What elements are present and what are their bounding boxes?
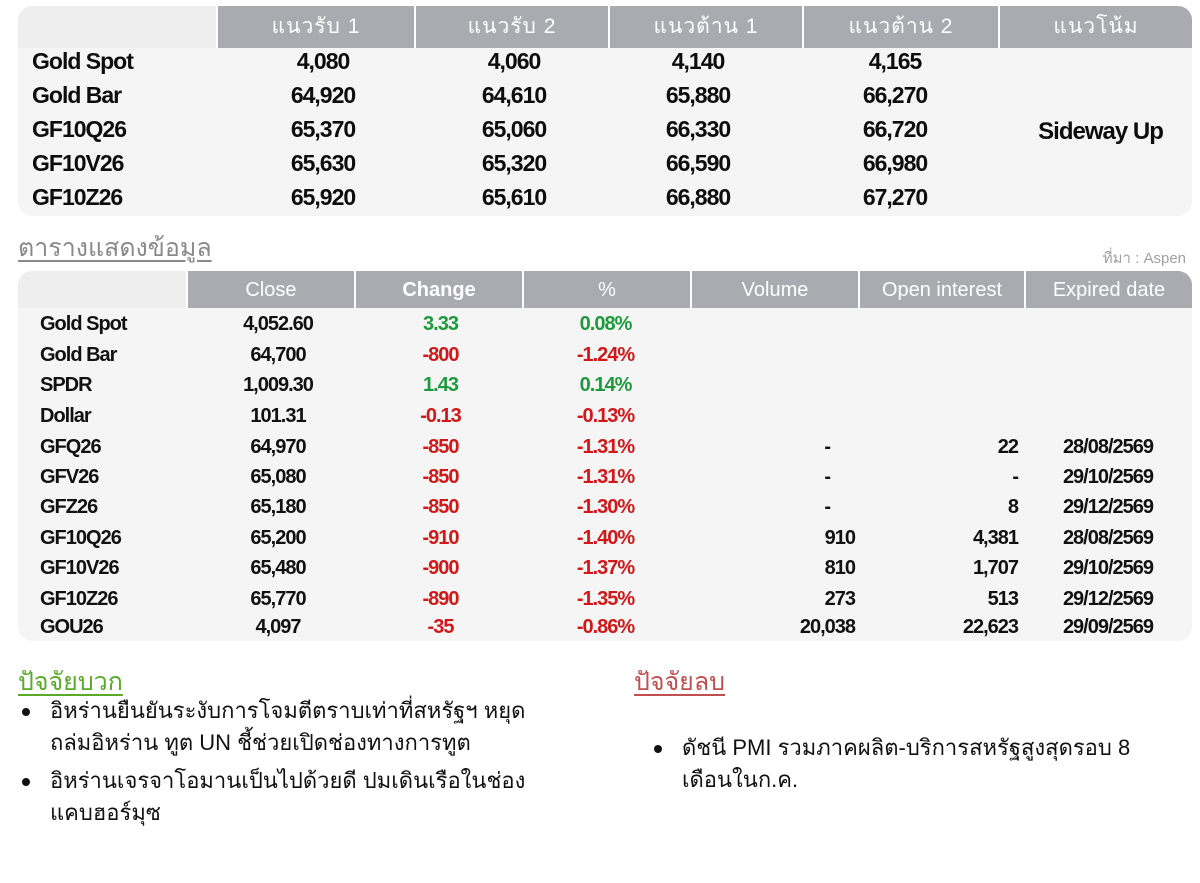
open-interest-value: 8 [1007, 496, 1018, 518]
resistance-2-value: 66,720 [862, 116, 928, 142]
levels-instrument: Gold Bar [32, 82, 122, 108]
percent-value: -1.37% [576, 557, 635, 579]
negative-factors-title: ปัจจัยลบ [634, 668, 726, 696]
expired-date-value [1024, 309, 1192, 340]
expired-date-value: 29/12/2569 [1062, 588, 1154, 610]
open-interest-value: 22,623 [962, 616, 1018, 638]
market-row [18, 309, 1192, 340]
header-support-2: แนวรับ 2 [414, 6, 608, 48]
volume-value: 810 [824, 557, 855, 579]
table-title: ตารางแสดงข้อมูล [18, 234, 212, 262]
volume-value [690, 401, 855, 432]
positive-factors-title: ปัจจัยบวก [18, 668, 123, 696]
instrument-name: GFQ26 [40, 436, 101, 458]
open-interest-value [858, 401, 1018, 432]
change-value: -850 [422, 436, 459, 458]
instrument-name: SPDR [40, 374, 92, 396]
percent-value: -0.13% [576, 405, 635, 427]
market-row [18, 462, 1192, 493]
close-value: 64,700 [250, 344, 306, 366]
support-1-value: 65,920 [290, 184, 356, 210]
header-close: Close [186, 271, 354, 308]
levels-row [18, 44, 1192, 78]
open-interest-value: 513 [987, 588, 1018, 610]
volume-value [690, 370, 855, 401]
levels-table [18, 6, 1192, 216]
resistance-1-value: 4,140 [671, 48, 725, 74]
instrument-name: GOU26 [40, 616, 103, 638]
instrument-name: Gold Bar [40, 344, 117, 366]
expired-date-value [1024, 401, 1192, 432]
market-row [18, 401, 1192, 432]
levels-row [18, 78, 1192, 112]
open-interest-value: 4,381 [972, 527, 1018, 549]
header-expired-date: Expired date [1024, 271, 1192, 308]
resistance-1-value: 65,880 [665, 82, 731, 108]
expired-date-value: 29/10/2569 [1062, 557, 1154, 579]
market-row [18, 340, 1192, 371]
source-note: ที่มา : Aspen [1102, 250, 1186, 267]
list-item [14, 765, 554, 829]
bullet-icon [22, 778, 30, 786]
support-2-value: 4,060 [487, 48, 541, 74]
list-item [14, 695, 554, 759]
levels-instrument: Gold Spot [32, 48, 133, 74]
volume-value: - [824, 436, 830, 458]
change-value: -35 [427, 616, 454, 638]
percent-value: 0.08% [579, 313, 632, 335]
market-table [18, 271, 1192, 641]
change-value: -850 [422, 466, 459, 488]
levels-row [18, 180, 1192, 214]
support-1-value: 65,630 [290, 150, 356, 176]
change-value: -800 [422, 344, 459, 366]
header-percent: % [522, 271, 690, 308]
levels-instrument: GF10Z26 [32, 184, 123, 210]
header-open-interest: Open interest [858, 271, 1024, 308]
bullet-icon [654, 745, 662, 753]
volume-value: 20,038 [799, 616, 855, 638]
resistance-2-value: 66,270 [862, 82, 928, 108]
support-2-value: 64,610 [481, 82, 547, 108]
close-value: 64,970 [250, 436, 306, 458]
close-value: 65,080 [250, 466, 306, 488]
resistance-1-value: 66,590 [665, 150, 731, 176]
levels-row [18, 146, 1192, 180]
levels-instrument: GF10Q26 [32, 116, 126, 142]
change-value: -850 [422, 496, 459, 518]
volume-value: 910 [824, 527, 855, 549]
levels-header-row [18, 6, 1192, 48]
resistance-2-value: 4,165 [868, 48, 922, 74]
header-support-1: แนวรับ 1 [216, 6, 414, 48]
change-value: -900 [422, 557, 459, 579]
trend-value: Sideway Up [1038, 118, 1163, 145]
percent-value: -1.30% [576, 496, 635, 518]
percent-value: 0.14% [579, 374, 632, 396]
market-header-blank [18, 271, 186, 308]
volume-value: - [824, 466, 830, 488]
levels-instrument: GF10V26 [32, 150, 124, 176]
change-value: -890 [422, 588, 459, 610]
expired-date-value [1024, 370, 1192, 401]
expired-date-value [1024, 340, 1192, 371]
market-row [18, 584, 1192, 615]
market-row [18, 523, 1192, 554]
market-row [18, 370, 1192, 401]
market-row [18, 553, 1192, 584]
negative-factor-text: ดัชนี PMI รวมภาคผลิต-บริการสหรัฐสูงสุดรอบ 8 เดือนในก.ค. [682, 735, 1131, 792]
close-value: 65,480 [250, 557, 306, 579]
instrument-name: GF10V26 [40, 557, 119, 579]
percent-value: -1.31% [576, 466, 635, 488]
change-value: -0.13 [420, 405, 461, 427]
header-volume: Volume [690, 271, 858, 308]
volume-value [690, 340, 855, 371]
market-row [18, 612, 1192, 641]
instrument-name: Gold Spot [40, 313, 127, 335]
close-value: 1,009.30 [243, 374, 313, 396]
instrument-name: GF10Q26 [40, 527, 121, 549]
support-1-value: 4,080 [296, 48, 350, 74]
expired-date-value: 29/12/2569 [1062, 496, 1154, 518]
open-interest-value: 1,707 [972, 557, 1018, 579]
change-value: 3.33 [423, 313, 458, 335]
close-value: 4,052.60 [243, 313, 313, 335]
support-2-value: 65,610 [481, 184, 547, 210]
header-change: Change [354, 271, 522, 308]
expired-date-value: 28/08/2569 [1062, 436, 1154, 458]
expired-date-value: 29/09/2569 [1062, 616, 1154, 638]
instrument-name: GFZ26 [40, 496, 98, 518]
instrument-name: GF10Z26 [40, 588, 118, 610]
open-interest-value: - [1012, 466, 1018, 488]
header-trend: แนวโน้ม [998, 6, 1192, 48]
positive-factor-text: อิหร่านเจรจาโอมานเป็นไปด้วยดี ปมเดินเรือในช่องแคบฮอร์มุซ [50, 768, 526, 825]
resistance-2-value: 67,270 [862, 184, 928, 210]
close-value: 101.31 [250, 405, 306, 427]
close-value: 4,097 [255, 616, 301, 638]
instrument-name: GFV26 [40, 466, 99, 488]
support-1-value: 64,920 [290, 82, 356, 108]
support-2-value: 65,320 [481, 150, 547, 176]
positive-factor-text: อิหร่านยืนยันระงับการโจมตีตราบเท่าที่สหรัฐฯ หยุดถล่มอิหร่าน ทูต UN ชี้ช่วยเปิดช่องทางการทูต [50, 698, 526, 755]
close-value: 65,180 [250, 496, 306, 518]
change-value: -910 [422, 527, 459, 549]
resistance-2-value: 66,980 [862, 150, 928, 176]
levels-header-blank [18, 6, 216, 48]
positive-factors-list [14, 695, 554, 835]
close-value: 65,770 [250, 588, 306, 610]
percent-value: -1.24% [576, 344, 635, 366]
expired-date-value: 28/08/2569 [1062, 527, 1154, 549]
open-interest-value [858, 309, 1018, 340]
percent-value: -1.31% [576, 436, 635, 458]
negative-factors-list [646, 732, 1186, 802]
support-2-value: 65,060 [481, 116, 547, 142]
market-header-row [18, 271, 1192, 308]
bullet-icon [22, 708, 30, 716]
market-row [18, 492, 1192, 523]
percent-value: -1.40% [576, 527, 635, 549]
change-value: 1.43 [423, 374, 458, 396]
support-1-value: 65,370 [290, 116, 356, 142]
header-resistance-1: แนวต้าน 1 [608, 6, 802, 48]
percent-value: -0.86% [576, 616, 635, 638]
open-interest-value [858, 340, 1018, 371]
volume-value: 273 [824, 588, 855, 610]
percent-value: -1.35% [576, 588, 635, 610]
resistance-1-value: 66,330 [665, 116, 731, 142]
volume-value: - [824, 496, 830, 518]
resistance-1-value: 66,880 [665, 184, 731, 210]
expired-date-value: 29/10/2569 [1062, 466, 1154, 488]
close-value: 65,200 [250, 527, 306, 549]
instrument-name: Dollar [40, 405, 91, 427]
open-interest-value [858, 370, 1018, 401]
market-row [18, 432, 1192, 463]
open-interest-value: 22 [997, 436, 1018, 458]
list-item [646, 732, 1186, 796]
header-resistance-2: แนวต้าน 2 [802, 6, 998, 48]
volume-value [690, 309, 855, 340]
